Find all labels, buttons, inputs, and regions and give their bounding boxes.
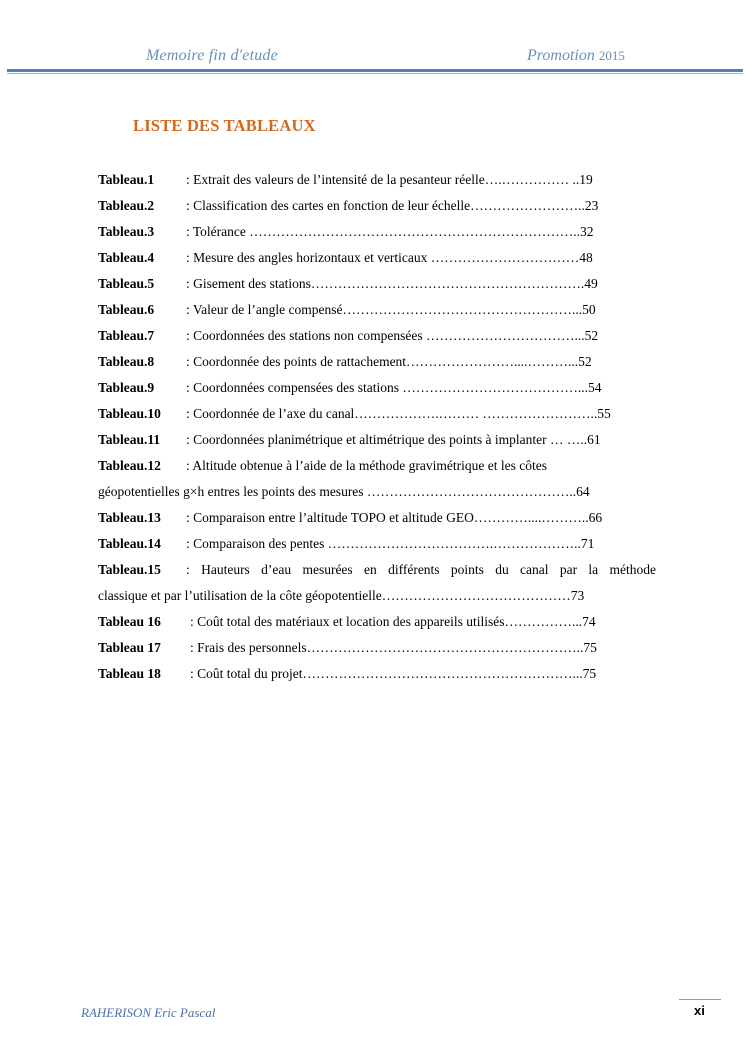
entry-label: Tableau.11 [98,432,161,447]
entry-label: Tableau 18 [98,666,161,681]
header-promotion-label: Promotion [527,47,595,64]
entry-text: : Gisement des stations…………………………………………………….49 [186,276,598,291]
list-item [98,664,656,690]
header-rule-thin [7,73,743,74]
list-item [98,404,656,430]
header-right-text [527,47,625,65]
entry-label: Tableau.6 [98,302,155,317]
header-left-text: Memoire fin d'etude [146,47,278,64]
list-item [98,170,656,196]
footer-author: RAHERISON Eric Pascal [81,1005,216,1020]
entry-label: Tableau.5 [98,276,155,291]
table-list [98,170,656,690]
entry-label: Tableau.4 [98,250,155,265]
entry-text: : Coordonnée de l’axe du canal……………….……… ……………………..55 [186,406,611,421]
list-item-continuation: géopotentielles g×h entres les points des mesures ………………………………………..64 [98,484,590,499]
entry-text: : Altitude obtenue à l’aide de la méthode gravimétrique et les côtes [186,458,547,473]
list-item [98,534,656,560]
list-item [98,456,656,482]
entry-text: : Extrait des valeurs de l’intensité de la pesanteur réelle….…………… ..19 [186,172,593,187]
entry-text: : Coût total des matériaux et location des appareils utilisés……………...74 [190,614,596,629]
entry-text: : Comparaison entre l’altitude TOPO et altitude GEO…………....………..66 [186,510,603,525]
entry-text: : Valeur de l’angle compensé……………………………………………...50 [186,302,596,317]
list-item [98,248,656,274]
entry-text: : Coût total du projet……………………………………………………...75 [190,666,597,681]
list-item [98,196,656,222]
entry-label: Tableau 17 [98,640,161,655]
entry-text: : Mesure des angles horizontaux et verticaux ……………………………48 [186,250,593,265]
entry-label: Tableau.13 [98,510,161,525]
list-item [98,274,656,300]
list-item [98,560,656,586]
entry-text: : Comparaison des pentes ……………………………….………………..71 [186,536,595,551]
entry-label: Tableau.12 [98,458,161,473]
list-item [98,612,656,638]
entry-label: Tableau.7 [98,328,155,343]
list-item [98,222,656,248]
list-item [98,378,656,404]
entry-label: Tableau.10 [98,406,161,421]
entry-label: Tableau.9 [98,380,155,395]
entry-text: : Frais des personnels……………………………………………………..75 [190,640,597,655]
entry-label: Tableau 16 [98,614,161,629]
entry-text: : Classification des cartes en fonction de leur échelle……………………..23 [186,198,599,213]
list-item [98,508,656,534]
entry-text: : Coordonnées des stations non compensées ……………………………...52 [186,328,599,343]
page-title: LISTE DES TABLEAUX [133,116,316,135]
entry-text: : Tolérance ………………………………………………………………..32 [186,224,594,239]
footer-rule [679,999,721,1000]
entry-text: : Hauteurs d’eau mesurées en différents points du canal par la méthode [186,562,656,577]
entry-label: Tableau.8 [98,354,155,369]
entry-text: : Coordonnées planimétrique et altimétrique des points à implanter … …..61 [186,432,601,447]
entry-label: Tableau.2 [98,198,155,213]
entry-label: Tableau.14 [98,536,161,551]
list-item [98,300,656,326]
entry-label: Tableau.1 [98,172,155,187]
page-number: xi [694,1003,705,1018]
list-item [98,638,656,664]
list-item [98,430,656,456]
entry-text: : Coordonnée des points de rattachement……………………....………...52 [186,354,592,369]
header-rule [7,69,743,72]
list-item-continuation: classique et par l’utilisation de la côte géopotentielle……………………………………73 [98,588,585,603]
entry-text: : Coordonnées compensées des stations …………………………………...54 [186,380,602,395]
entry-label: Tableau.15 [98,562,161,577]
header-year: 2015 [598,48,625,63]
list-item [98,326,656,352]
entry-label: Tableau.3 [98,224,155,239]
list-item [98,352,656,378]
